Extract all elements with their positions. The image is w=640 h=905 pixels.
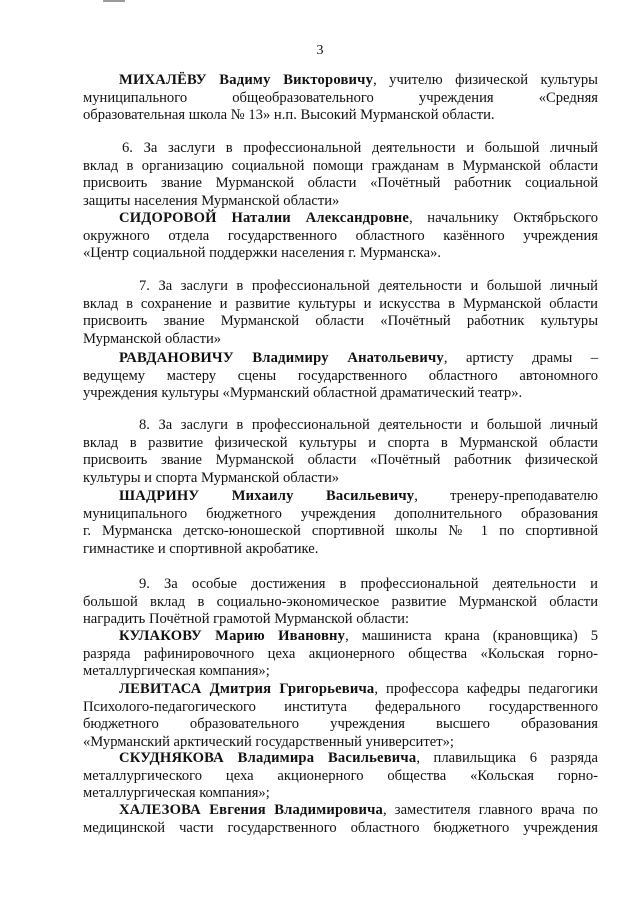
text-line <box>83 278 598 296</box>
text-line <box>83 820 598 838</box>
text-line <box>83 417 598 435</box>
text-line <box>83 646 598 664</box>
text-span: , артисту драмы – <box>443 350 599 366</box>
text-line <box>83 368 598 386</box>
recipient-name: ХАЛЕЗОВА Евгения Владимировича <box>119 802 384 818</box>
text-span: Психолого-педагогического института федерального государственного <box>83 698 598 715</box>
text-line <box>83 193 598 211</box>
text-span: вклад в развитие физической культуры и спорта в Мурманской области <box>83 434 598 451</box>
text-span: металлургическая компания»; <box>83 785 270 802</box>
text-span: присвоить звание Мурманской области «Почётный работник физической <box>83 452 598 469</box>
text-line <box>83 158 598 176</box>
text-line <box>83 594 598 612</box>
text-line <box>83 331 598 349</box>
text-span: гимнастике и спортивной акробатике. <box>83 540 319 557</box>
text-span: , тренеру-преподавателю <box>414 488 598 504</box>
text-line <box>83 210 598 228</box>
paragraph-item-9 <box>83 576 598 629</box>
text-span: присвоить звание Мурманской области «Почётный работник культуры <box>83 313 598 330</box>
text-span: окружного отдела государственного областного казённого учреждения <box>83 227 598 244</box>
text-span: Мурманской области» <box>83 330 222 347</box>
text-span: большой вклад в социально-экономическое развитие Мурманской области <box>83 593 598 610</box>
recipient-mikhalev <box>83 72 598 125</box>
text-line <box>83 611 598 629</box>
text-line <box>83 385 598 403</box>
text-span: , начальнику Октябрьского <box>409 210 598 226</box>
text-line <box>83 488 598 506</box>
text-line <box>83 350 598 368</box>
text-span: , плавильщика 6 разряда <box>416 750 598 766</box>
text-span: 6. За заслуги в профессиональной деятельности и большой личный <box>122 140 598 156</box>
text-line <box>83 663 598 681</box>
text-span: образовательная школа № 13» н.п. Высокий Мурманской области. <box>83 107 495 124</box>
text-span: г. Мурманска детско-юношеской спортивной школы № 1 по спортивной <box>83 523 598 540</box>
text-span: , машиниста крана (крановщика) 5 <box>345 628 598 644</box>
paragraph-item-8 <box>83 417 598 487</box>
text-line <box>83 296 598 314</box>
text-line <box>83 734 598 752</box>
paragraph-item-7 <box>83 278 598 348</box>
text-span: присвоить звание Мурманской области «Почётный работник социальной <box>83 175 598 192</box>
text-span: 9. За особые достижения в профессиональной деятельности и <box>139 576 598 592</box>
text-span: , заместителя главного врача по <box>383 802 598 818</box>
text-span: муниципального общеобразовательного учреждения «Средняя <box>83 89 598 106</box>
text-line <box>83 576 598 594</box>
page-number: 3 <box>316 43 324 58</box>
text-line <box>83 107 598 125</box>
text-line <box>83 628 598 646</box>
text-span: наградить Почётной грамотой Мурманской области: <box>83 611 410 628</box>
recipient-khalezov <box>83 802 598 837</box>
text-span: , учителю физической культуры <box>373 72 598 88</box>
text-span: медицинской части государственного областного бюджетного учреждения <box>83 819 598 836</box>
recipient-name: ЛЕВИТАСА Дмитрия Григорьевича <box>119 681 375 697</box>
text-line <box>83 452 598 470</box>
recipient-name: ШАДРИНУ Михаилу Васильевичу <box>119 488 415 504</box>
text-span: защиты населения Мурманской области» <box>83 192 340 209</box>
text-span: «Центр социальной поддержки населения г. Мурманска». <box>83 245 442 262</box>
recipient-name: РАВДАНОВИЧУ Владимиру Анатольевичу <box>119 350 444 366</box>
text-span: «Мурманский арктический государственный университет»; <box>83 733 454 750</box>
text-span: бюджетного образовательного учреждения высшего образования <box>83 716 598 733</box>
text-span: металлургическая компания»; <box>83 663 270 680</box>
text-line <box>83 245 598 263</box>
text-line <box>83 768 598 786</box>
text-line <box>83 72 598 90</box>
text-span: ведущему мастеру сцены государственного областного автономного <box>83 367 598 384</box>
text-span: , профессора кафедры педагогики <box>374 681 598 697</box>
text-span: 8. За заслуги в профессиональной деятельности и большой личный <box>139 417 598 433</box>
recipient-ravdanovich <box>83 350 598 403</box>
text-line <box>83 90 598 108</box>
text-span: вклад в сохранение и развитие культуры и искусства в Мурманской области <box>83 295 598 312</box>
text-span: учреждения культуры «Мурманский областной драматический театр». <box>83 385 523 402</box>
recipient-kulakova <box>83 628 598 681</box>
text-line <box>83 750 598 768</box>
text-line <box>83 313 598 331</box>
text-line <box>83 140 598 158</box>
paragraph-item-6 <box>83 140 598 210</box>
text-line <box>83 228 598 246</box>
text-span: разряда рафинировочного цеха акционерного общества «Кольская горно- <box>83 645 598 662</box>
text-line <box>83 681 598 699</box>
scan-artifact <box>103 0 125 2</box>
text-line <box>83 175 598 193</box>
text-line <box>83 435 598 453</box>
text-line <box>83 506 598 524</box>
recipient-name: МИХАЛЁВУ Вадиму Викторовичу <box>119 72 374 88</box>
text-line <box>83 802 598 820</box>
recipient-name: СИДОРОВОЙ Наталии Александровне <box>119 210 410 226</box>
text-span: муниципального бюджетного учреждения дополнительного образования <box>83 505 598 522</box>
recipient-shadrin <box>83 488 598 558</box>
text-span: культуры и спорта Мурманской области» <box>83 469 340 486</box>
recipient-levitas <box>83 681 598 751</box>
recipient-skudnyakov <box>83 750 598 803</box>
text-line <box>83 470 598 488</box>
text-line <box>83 541 598 559</box>
text-line <box>83 699 598 717</box>
text-span: металлургического цеха акционерного общества «Кольская горно- <box>83 767 598 784</box>
recipient-name: КУЛАКОВУ Марию Ивановну <box>119 628 346 644</box>
text-span: 7. За заслуги в профессиональной деятельности и большой личный <box>139 278 598 294</box>
text-line <box>83 785 598 803</box>
text-span: вклад в организацию социальной помощи гражданам в Мурманской области <box>83 157 598 174</box>
recipient-sidorova <box>83 210 598 263</box>
recipient-name: СКУДНЯКОВА Владимира Васильевича <box>119 750 417 766</box>
text-line <box>83 716 598 734</box>
text-line <box>83 523 598 541</box>
